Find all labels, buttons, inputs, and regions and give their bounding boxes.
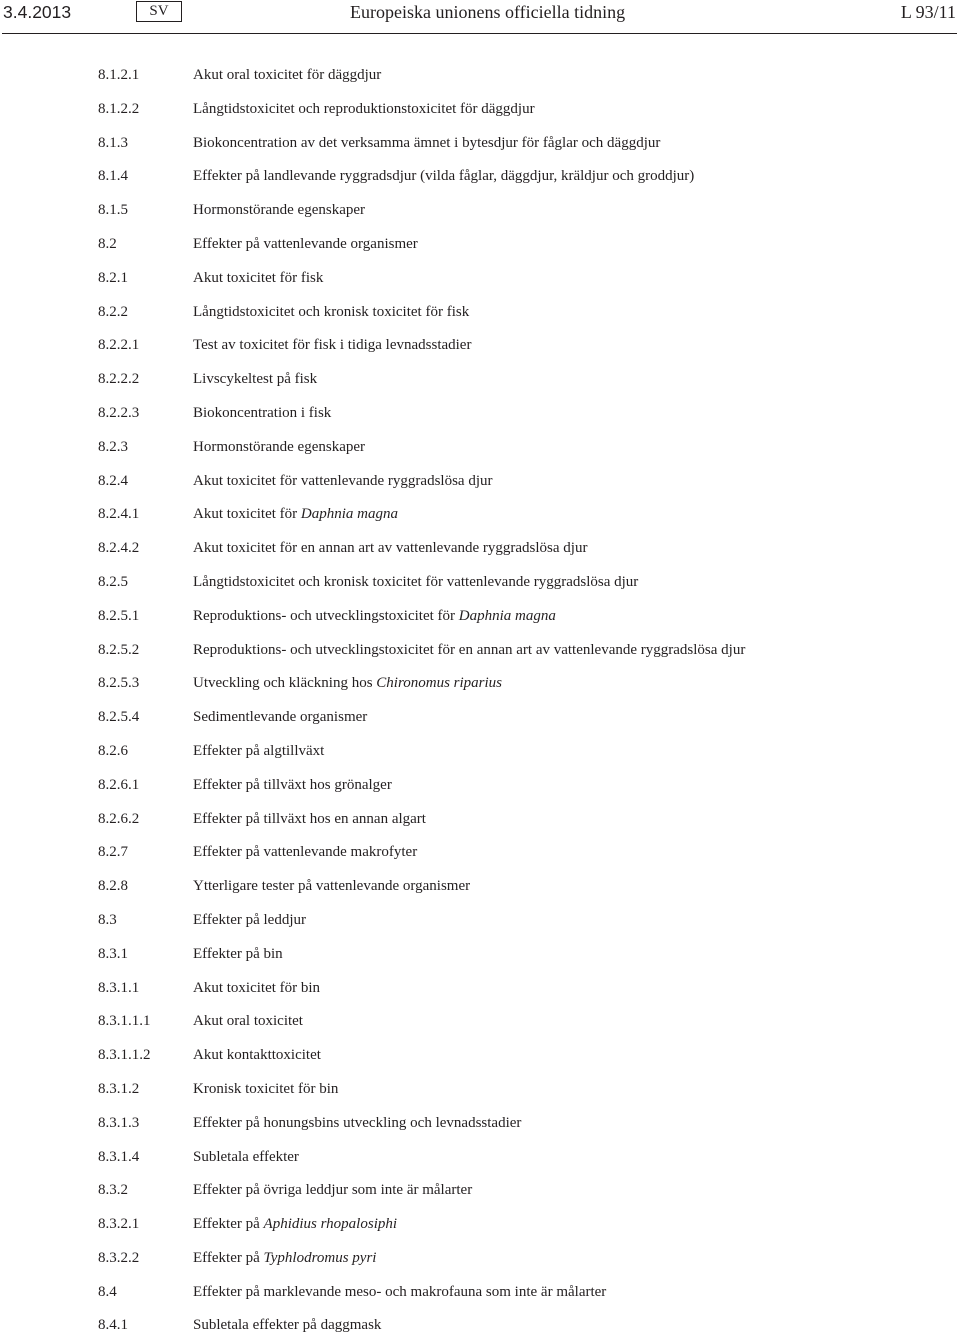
section-title-text: Biokoncentration av det verksamma ämnet i bytesdjur för fåglar och däggdjur xyxy=(193,134,661,151)
section-title-text: Akut toxicitet för bin xyxy=(193,979,321,996)
section-title-text: Effekter på xyxy=(193,1216,264,1233)
section-title-text: Biokoncentration i fisk xyxy=(193,404,332,421)
section-number: 8.4.1 xyxy=(98,1317,128,1334)
section-number: 8.2.5.3 xyxy=(98,675,140,692)
section-title xyxy=(193,405,331,422)
section-title-text: Akut toxicitet för vattenlevande ryggradslösa djur xyxy=(193,472,493,489)
section-number: 8.3.1.1.1 xyxy=(98,1013,151,1030)
header-divider xyxy=(2,33,957,34)
section-number: 8.2.2 xyxy=(98,303,128,320)
section-title xyxy=(193,337,471,354)
section-title-text: Ytterligare tester på vattenlevande organismer xyxy=(193,878,471,895)
section-title-text: Effekter på landlevande ryggradsdjur (vilda fåglar, däggdjur, kräldjur och groddjur) xyxy=(193,168,695,185)
section-title xyxy=(193,980,320,997)
section-title xyxy=(193,67,381,84)
section-title xyxy=(193,1081,338,1098)
list-item xyxy=(0,533,960,567)
list-item xyxy=(0,973,960,1007)
section-number: 8.3.2 xyxy=(98,1182,128,1199)
list-item xyxy=(0,466,960,500)
list-item xyxy=(0,432,960,466)
species-name: Daphnia magna xyxy=(458,607,556,624)
section-title xyxy=(193,743,324,760)
section-title xyxy=(193,1182,472,1199)
section-number: 8.3.2.2 xyxy=(98,1249,140,1266)
section-title-text: Sedimentlevande organismer xyxy=(193,709,368,726)
species-name: Chironomus riparius xyxy=(376,675,503,692)
section-title xyxy=(193,270,323,287)
section-number: 8.1.5 xyxy=(98,202,128,219)
section-title xyxy=(193,506,398,523)
section-title xyxy=(193,642,745,659)
section-title-text: Effekter på xyxy=(193,1249,264,1266)
page-header xyxy=(0,0,960,34)
list-item xyxy=(0,60,960,94)
list-item xyxy=(0,1209,960,1243)
section-title-text: Effekter på algtillväxt xyxy=(193,742,325,759)
section-number: 8.3.1.1.2 xyxy=(98,1047,151,1064)
list-item xyxy=(0,499,960,533)
section-title xyxy=(193,1250,376,1267)
section-number: 8.2.4 xyxy=(98,472,128,489)
section-number: 8.3.1.2 xyxy=(98,1080,140,1097)
section-title xyxy=(193,1013,303,1030)
section-title xyxy=(193,709,367,726)
section-title-text: Långtidstoxicitet och kronisk toxicitet för vattenlevande ryggradslösa djur xyxy=(193,573,639,590)
section-title xyxy=(193,439,365,456)
list-item xyxy=(0,635,960,669)
list-item xyxy=(0,736,960,770)
list-item xyxy=(0,297,960,331)
section-number: 8.3.1 xyxy=(98,945,128,962)
section-title-text: Akut kontakttoxicitet xyxy=(193,1047,321,1064)
list-item xyxy=(0,330,960,364)
list-item xyxy=(0,1175,960,1209)
section-title xyxy=(193,1047,321,1064)
section-number: 8.3.1.4 xyxy=(98,1148,140,1165)
section-title-text: Hormonstörande egenskaper xyxy=(193,202,366,219)
section-title-text: Akut toxicitet för xyxy=(193,506,301,523)
section-title xyxy=(193,608,556,625)
section-title-text: Livscykeltest på fisk xyxy=(193,371,318,388)
list-item xyxy=(0,94,960,128)
section-title-text: Effekter på övriga leddjur som inte är målarter xyxy=(193,1182,473,1199)
section-title xyxy=(193,844,417,861)
section-title xyxy=(193,878,470,895)
section-title xyxy=(193,540,587,557)
journal-title: Europeiska unionens officiella tidning xyxy=(350,2,626,22)
section-title xyxy=(193,1115,521,1132)
section-title-text: Reproduktions- och utvecklingstoxicitet för en annan art av vattenlevande ryggradslösa djur xyxy=(193,641,746,658)
list-item xyxy=(0,702,960,736)
section-number: 8.1.4 xyxy=(98,168,128,185)
section-title-text: Effekter på honungsbins utveckling och levnadsstadier xyxy=(193,1114,522,1131)
section-title xyxy=(193,1317,381,1334)
species-name: Daphnia magna xyxy=(300,506,398,523)
section-title xyxy=(193,777,392,794)
section-number: 8.2.8 xyxy=(98,878,128,895)
section-number: 8.2.5.2 xyxy=(98,641,140,658)
section-title-text: Akut toxicitet för fisk xyxy=(193,269,324,286)
section-number: 8.2.4.2 xyxy=(98,540,140,557)
section-number: 8.1.3 xyxy=(98,134,128,151)
list-item xyxy=(0,1108,960,1142)
section-number: 8.3.1.1 xyxy=(98,979,140,996)
list-item xyxy=(0,668,960,702)
section-title-text: Effekter på marklevande meso- och makrofauna som inte är målarter xyxy=(193,1283,607,1300)
section-number: 8.1.2.1 xyxy=(98,67,140,83)
section-title xyxy=(193,1149,299,1166)
section-title-text: Kronisk toxicitet för bin xyxy=(193,1080,339,1097)
section-number: 8.2.5.1 xyxy=(98,607,140,624)
section-title xyxy=(193,1216,397,1233)
list-item xyxy=(0,1006,960,1040)
section-number: 8.2.4.1 xyxy=(98,506,140,523)
section-title-text: Subletala effekter xyxy=(193,1148,299,1165)
list-item xyxy=(0,601,960,635)
page-number: L 93/11 xyxy=(900,2,956,22)
section-title-text: Effekter på vattenlevande makrofyter xyxy=(193,844,418,861)
section-title-text: Hormonstörande egenskaper xyxy=(193,438,366,455)
section-number: 8.2.6.1 xyxy=(98,776,140,793)
section-title xyxy=(193,202,365,219)
section-title-text: Långtidstoxicitet och reproduktionstoxicitet för däggdjur xyxy=(193,100,535,117)
list-item xyxy=(0,364,960,398)
list-item xyxy=(0,770,960,804)
section-title xyxy=(193,473,493,490)
list-item xyxy=(0,804,960,838)
section-number: 8.2.6.2 xyxy=(98,810,140,827)
section-title-text: Effekter på tillväxt hos en annan algart xyxy=(193,810,426,827)
section-title xyxy=(193,1284,606,1301)
section-number: 8.3.1.3 xyxy=(98,1114,140,1131)
section-title-text: Test av toxicitet för fisk i tidiga levnadsstadier xyxy=(193,337,472,354)
list-item xyxy=(0,567,960,601)
list-item xyxy=(0,1310,960,1344)
section-title xyxy=(193,101,535,118)
section-list xyxy=(0,60,960,1344)
list-item xyxy=(0,128,960,162)
species-name: Typhlodromus pyri xyxy=(263,1249,377,1266)
list-item xyxy=(0,195,960,229)
list-item xyxy=(0,1243,960,1277)
list-item xyxy=(0,161,960,195)
section-number: 8.2.1 xyxy=(98,269,128,286)
section-title-text: Akut oral toxicitet för däggdjur xyxy=(193,67,382,83)
section-number: 8.2.2.3 xyxy=(98,404,140,421)
list-item xyxy=(0,1040,960,1074)
section-title-text: Subletala effekter på daggmask xyxy=(193,1317,382,1334)
section-title xyxy=(193,304,469,321)
section-title xyxy=(193,236,418,253)
section-number: 8.2.7 xyxy=(98,844,128,861)
section-title xyxy=(193,912,306,929)
section-number: 8.2.2.2 xyxy=(98,371,140,388)
section-title-text: Akut toxicitet för en annan art av vattenlevande ryggradslösa djur xyxy=(193,540,588,557)
list-item xyxy=(0,229,960,263)
list-item xyxy=(0,1142,960,1176)
section-number: 8.3.2.1 xyxy=(98,1216,140,1233)
section-title-text: Effekter på tillväxt hos grönalger xyxy=(193,776,392,793)
section-title-text: Akut oral toxicitet xyxy=(193,1013,303,1030)
section-number: 8.3 xyxy=(98,911,117,928)
section-title xyxy=(193,675,502,692)
section-number: 8.2.2.1 xyxy=(98,337,140,354)
publication-date: 3.4.2013 xyxy=(3,2,72,22)
section-title-text: Reproduktions- och utvecklingstoxicitet för xyxy=(193,607,459,624)
list-item xyxy=(0,263,960,297)
section-title xyxy=(193,946,283,963)
section-number: 8.2.3 xyxy=(98,438,128,455)
list-item xyxy=(0,871,960,905)
section-title-text: Effekter på vattenlevande organismer xyxy=(193,235,418,252)
section-title xyxy=(193,371,317,388)
language-badge: SV xyxy=(136,1,182,22)
list-item xyxy=(0,1074,960,1108)
list-item xyxy=(0,398,960,432)
section-title-text: Utveckling och kläckning hos xyxy=(193,675,377,692)
section-number: 8.2 xyxy=(98,235,117,252)
list-item xyxy=(0,837,960,871)
section-title xyxy=(193,135,660,152)
section-title xyxy=(193,574,638,591)
section-title-text: Långtidstoxicitet och kronisk toxicitet för fisk xyxy=(193,303,470,320)
section-number: 8.2.5 xyxy=(98,573,128,590)
section-number: 8.2.5.4 xyxy=(98,709,140,726)
section-number: 8.4 xyxy=(98,1283,117,1300)
list-item xyxy=(0,905,960,939)
section-title-text: Effekter på bin xyxy=(193,945,283,962)
species-name: Aphidius rhopalosiphi xyxy=(263,1216,398,1233)
section-title xyxy=(193,811,426,828)
section-number: 8.1.2.2 xyxy=(98,100,140,117)
section-number: 8.2.6 xyxy=(98,742,128,759)
list-item xyxy=(0,1277,960,1311)
list-item xyxy=(0,939,960,973)
section-title-text: Effekter på leddjur xyxy=(193,911,307,928)
section-title xyxy=(193,168,694,185)
